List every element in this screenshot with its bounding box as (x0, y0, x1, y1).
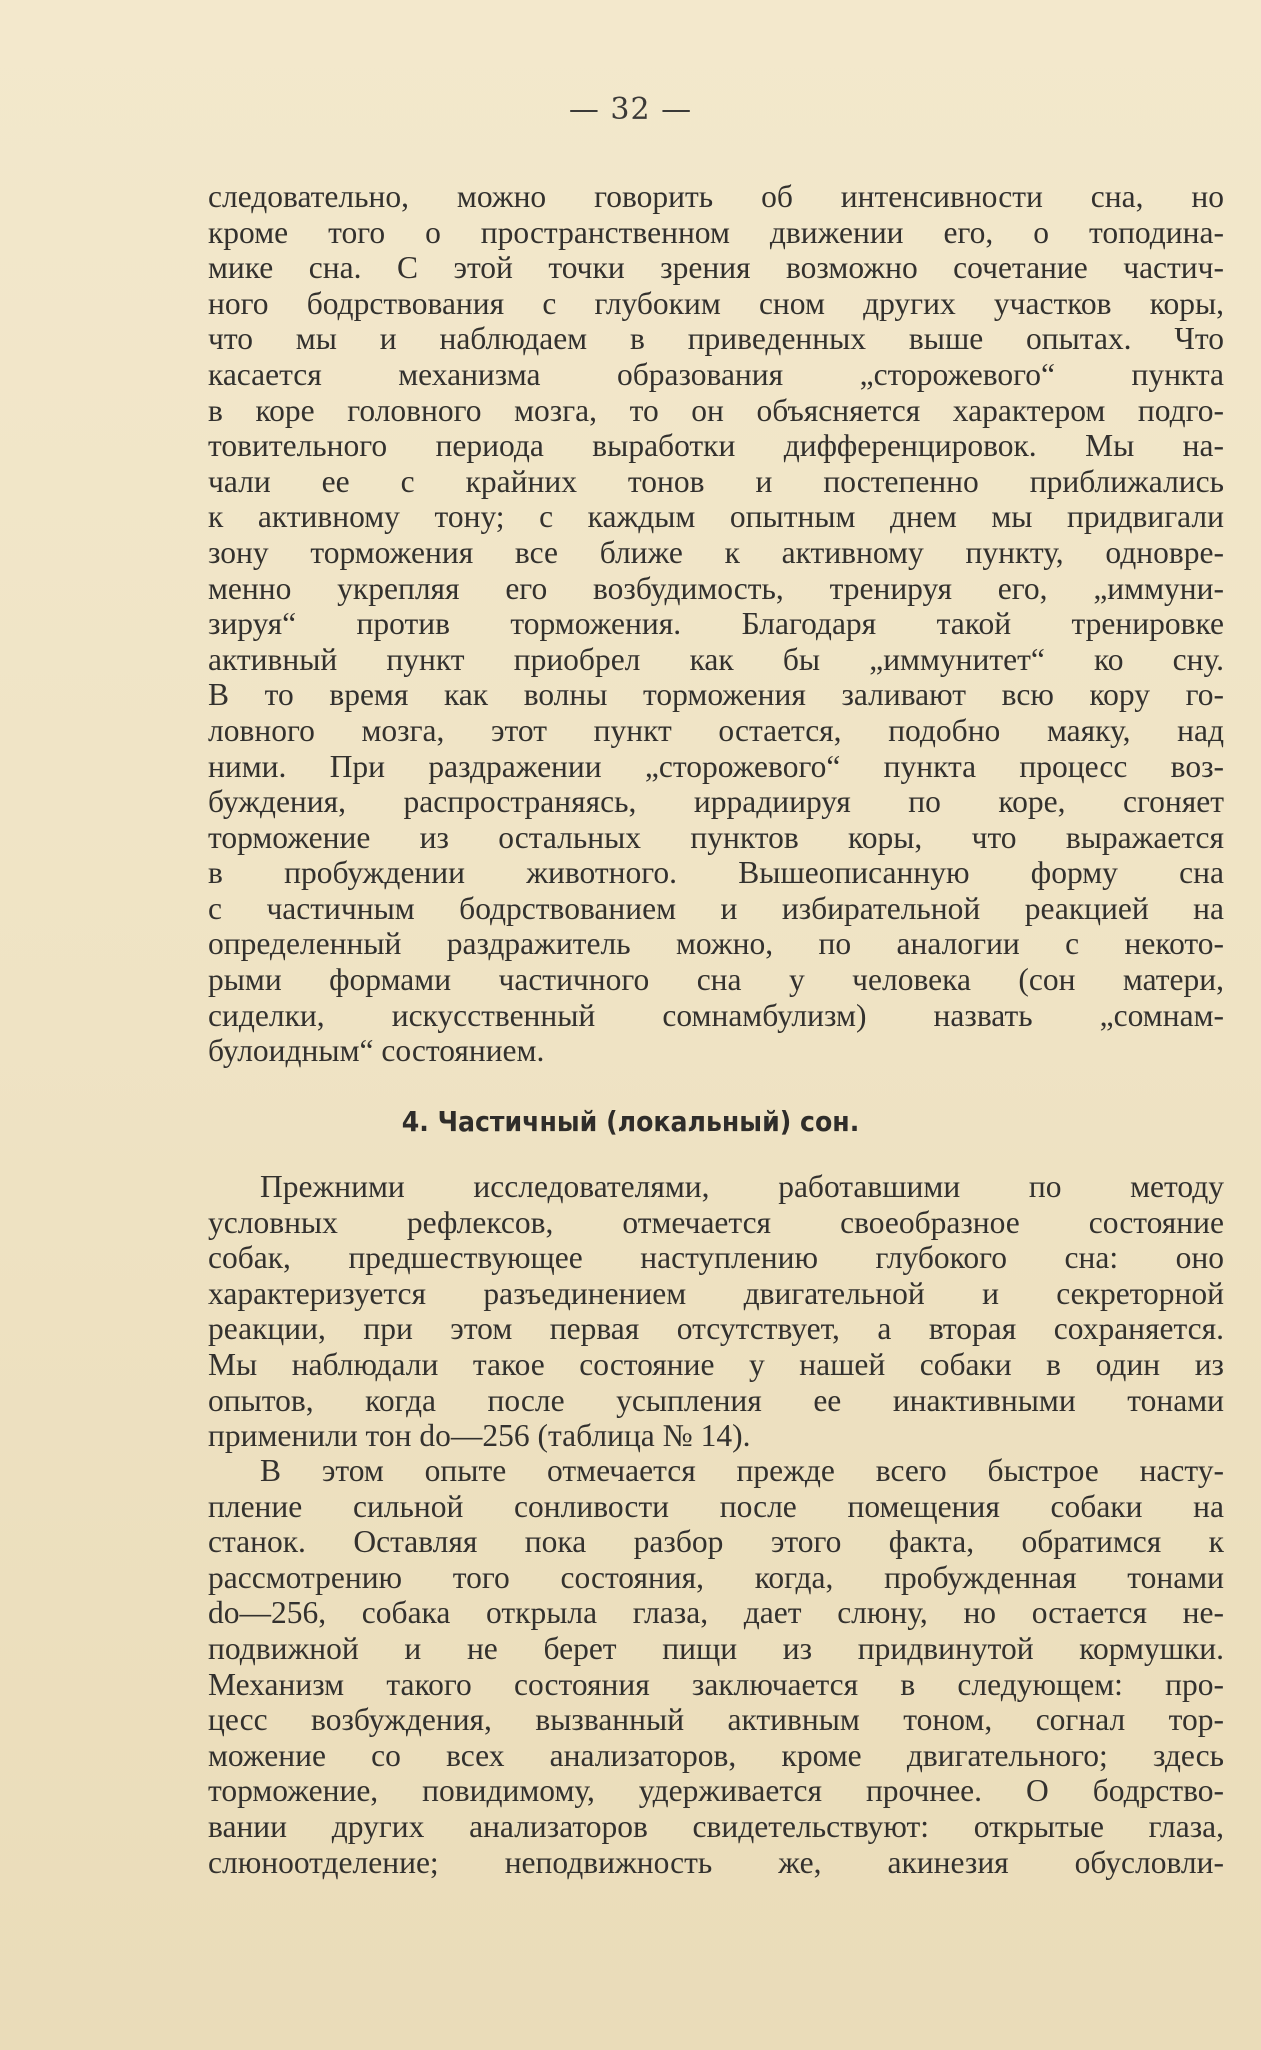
text-line: буждения, распространяясь, иррадиируя по коре, сгоняет (208, 784, 1224, 820)
text-line: зируя“ против торможения. Благодаря такой тренировке (208, 606, 1224, 642)
text-line: рыми формами частичного сна у человека (сон матери, (208, 962, 1224, 998)
text-line: вании других анализаторов свидетельствуют: открытые глаза, (208, 1808, 1224, 1844)
text-line: Мы наблюдали такое состояние у нашей собаки в один из (208, 1346, 1224, 1382)
text-line: пление сильной сонливости после помещения собаки на (208, 1488, 1224, 1524)
text-line: цесс возбуждения, вызванный активным тоном, согнал тор- (208, 1702, 1224, 1738)
text-line: ловного мозга, этот пункт остается, подобно маяку, над (208, 712, 1224, 748)
text-line: следовательно, можно говорить об интенсивности сна, но (208, 179, 1224, 214)
text-line: собак, предшествующее наступлению глубокого сна: оно (208, 1240, 1224, 1276)
text-line: зону торможения все ближе к активному пункту, одновре- (208, 534, 1224, 570)
page-number: — 32 — (568, 92, 693, 127)
text-line: do—256, собака открыла глаза, дает слюну, но остается не- (208, 1595, 1224, 1631)
section-heading: 4. Частичный (локальный) сон. (401, 1105, 860, 1138)
text-line: в коре головного мозга, то он объясняется характером подго- (208, 392, 1224, 428)
paragraph-experiment (208, 1453, 1224, 1880)
text-line: булоидным“ состоянием. (208, 1033, 545, 1069)
text-line: условных рефлексов, отмечается своеобразное состояние (208, 1204, 1224, 1240)
text-line: рассмотрению того состояния, когда, пробужденная тонами (208, 1559, 1224, 1595)
text-line: сиделки, искусственный сомнамбулизм) назвать „сомнам- (208, 997, 1224, 1033)
text-line: В этом опыте отмечается прежде всего быстрое насту- (260, 1453, 1224, 1488)
text-line: станок. Оставляя пока разбор этого факта, обратимся к (208, 1524, 1224, 1560)
text-line: менно укрепляя его возбудимость, тренируя его, „иммуни- (208, 570, 1224, 606)
text-line: с частичным бодрствованием и избирательной реакцией на (208, 890, 1224, 926)
text-line: В то время как волны торможения заливают всю кору го- (208, 677, 1224, 713)
text-line: торможение, повидимому, удерживается прочнее. О бодрство- (208, 1773, 1224, 1809)
text-line: опытов, когда после усыпления ее инактивными тонами (208, 1382, 1224, 1418)
text-line: чали ее с крайних тонов и постепенно приближались (208, 463, 1224, 499)
text-line: подвижной и не берет пищи из придвинутой кормушки. (208, 1630, 1224, 1666)
text-line: ного бодрствования с глубоким сном других участков коры, (208, 285, 1224, 321)
text-line: касается механизма образования „сторожевого“ пункта (208, 356, 1224, 392)
text-line: мике сна. С этой точки зрения возможно сочетание частич- (208, 250, 1224, 286)
text-line: характеризуется разъединением двигательной и секреторной (208, 1275, 1224, 1311)
text-line: кроме того о пространственном движении его, о топодина- (208, 214, 1224, 250)
text-line: слюноотделение; неподвижность же, акинезия обусловли- (208, 1844, 1224, 1880)
paragraph-sleep-intensity (208, 179, 1224, 1069)
text-line: определенный раздражитель можно, по аналогии с некото- (208, 926, 1224, 962)
text-line: применили тон do—256 (таблица № 14). (208, 1418, 751, 1454)
text-line: что мы и наблюдаем в приведенных выше опытах. Что (208, 321, 1224, 357)
text-line: ними. При раздражении „сторожевого“ пункта процесс воз- (208, 748, 1224, 784)
text-line: активный пункт приобрел как бы „иммунитет“ ко сну. (208, 641, 1224, 677)
text-line: торможение из остальных пунктов коры, что выражается (208, 819, 1224, 855)
text-line: реакции, при этом первая отсутствует, а вторая сохраняется. (208, 1311, 1224, 1347)
text-line: товительного периода выработки дифференцировок. Мы на- (208, 428, 1224, 464)
paragraph-previous-researchers (208, 1169, 1224, 1454)
text-line: к активному тону; с каждым опытным днем мы придвигали (208, 499, 1224, 535)
text-line: можение со всех анализаторов, кроме двигательного; здесь (208, 1737, 1224, 1773)
text-line: в пробуждении животного. Вышеописанную форму сна (208, 855, 1224, 891)
text-line: Механизм такого состояния заключается в следующем: про- (208, 1666, 1224, 1702)
text-line: Прежними исследователями, работавшими по методу (260, 1169, 1224, 1204)
